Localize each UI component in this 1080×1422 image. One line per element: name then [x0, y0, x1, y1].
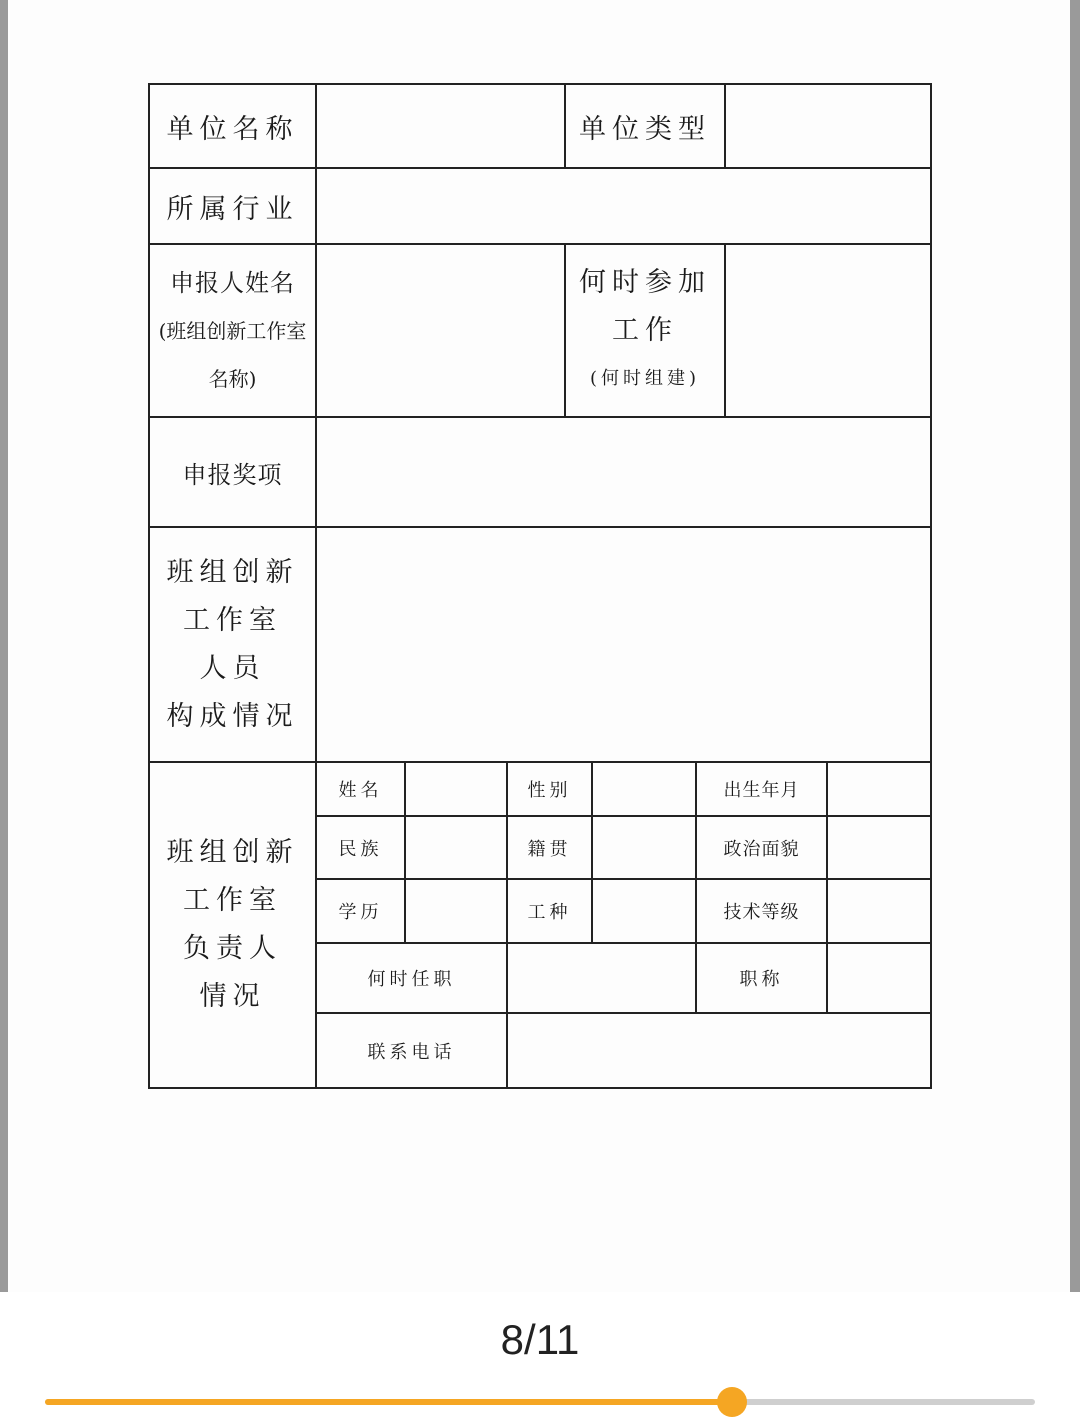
- unit-name-field[interactable]: [317, 85, 564, 167]
- page-slider[interactable]: [45, 1399, 1035, 1405]
- applicant-name-line-2: (班组创新工作室: [158, 318, 307, 343]
- job-type-label: 工种: [527, 902, 572, 923]
- leader-line-1: 班组创新: [166, 837, 299, 868]
- native-place-field[interactable]: [593, 817, 695, 878]
- skill-level-label: 技术等级: [723, 902, 800, 923]
- unit-name-label: 单位名称: [166, 113, 299, 145]
- ethnicity-field[interactable]: [406, 817, 506, 878]
- leader-line-2: 工作室: [183, 885, 282, 916]
- members-label: [150, 528, 315, 761]
- document-page: [8, 0, 1070, 1292]
- appointed-time-label: 何时任职: [367, 969, 456, 990]
- gender-field[interactable]: [593, 763, 695, 815]
- birth-field[interactable]: [828, 763, 930, 815]
- award-label: 申报奖项: [182, 460, 283, 489]
- applicant-name-label: [150, 245, 315, 416]
- unit-type-label: 单位类型: [579, 113, 711, 145]
- applicant-name-field[interactable]: [317, 245, 564, 416]
- page-indicator: 8/11: [500, 1316, 580, 1363]
- phone-label: 联系电话: [367, 1041, 456, 1063]
- name-field[interactable]: [406, 763, 506, 815]
- title-label: 职称: [739, 969, 784, 990]
- education-label: 学历: [338, 902, 383, 923]
- join-time-line-1: 何时参加: [579, 266, 711, 298]
- join-time-label: [566, 245, 724, 416]
- title-field[interactable]: [828, 944, 930, 1012]
- form-border-bottom: [148, 1087, 932, 1089]
- birth-label: 出生年月: [723, 780, 800, 801]
- education-field[interactable]: [406, 880, 506, 942]
- ethnicity-label: 民族: [338, 838, 383, 860]
- application-form-table: [148, 83, 932, 1089]
- members-field[interactable]: [317, 528, 930, 761]
- political-status-label: 政治面貌: [723, 838, 800, 860]
- members-line-2: 工作室: [183, 604, 282, 636]
- members-line-4: 构成情况: [166, 700, 299, 732]
- page-slider-fill: [45, 1399, 732, 1405]
- political-status-field[interactable]: [828, 817, 930, 878]
- job-type-field[interactable]: [593, 880, 695, 942]
- join-time-line-2: 工作: [612, 314, 678, 346]
- industry-field[interactable]: [317, 169, 930, 243]
- phone-field[interactable]: [508, 1014, 930, 1087]
- page-slider-thumb[interactable]: [717, 1387, 747, 1417]
- industry-label: 所属行业: [166, 193, 299, 225]
- applicant-name-line-3: 名称): [208, 366, 257, 391]
- appointed-time-field[interactable]: [508, 944, 695, 1012]
- join-time-field[interactable]: [726, 245, 930, 416]
- join-time-line-3: (何时组建): [589, 367, 701, 389]
- skill-level-field[interactable]: [828, 880, 930, 942]
- applicant-name-line-1: 申报人姓名: [170, 268, 295, 297]
- gender-label: 性别: [527, 780, 572, 801]
- leader-label: [150, 763, 315, 1087]
- award-field[interactable]: [317, 418, 930, 526]
- members-line-3: 人员: [199, 652, 266, 684]
- name-label: 姓名: [338, 780, 383, 801]
- members-line-1: 班组创新: [166, 556, 299, 588]
- leader-line-3: 负责人: [183, 933, 282, 964]
- leader-line-4: 情况: [199, 981, 266, 1012]
- form-border-right: [930, 83, 932, 1089]
- native-place-label: 籍贯: [527, 838, 572, 860]
- unit-type-field[interactable]: [726, 85, 930, 167]
